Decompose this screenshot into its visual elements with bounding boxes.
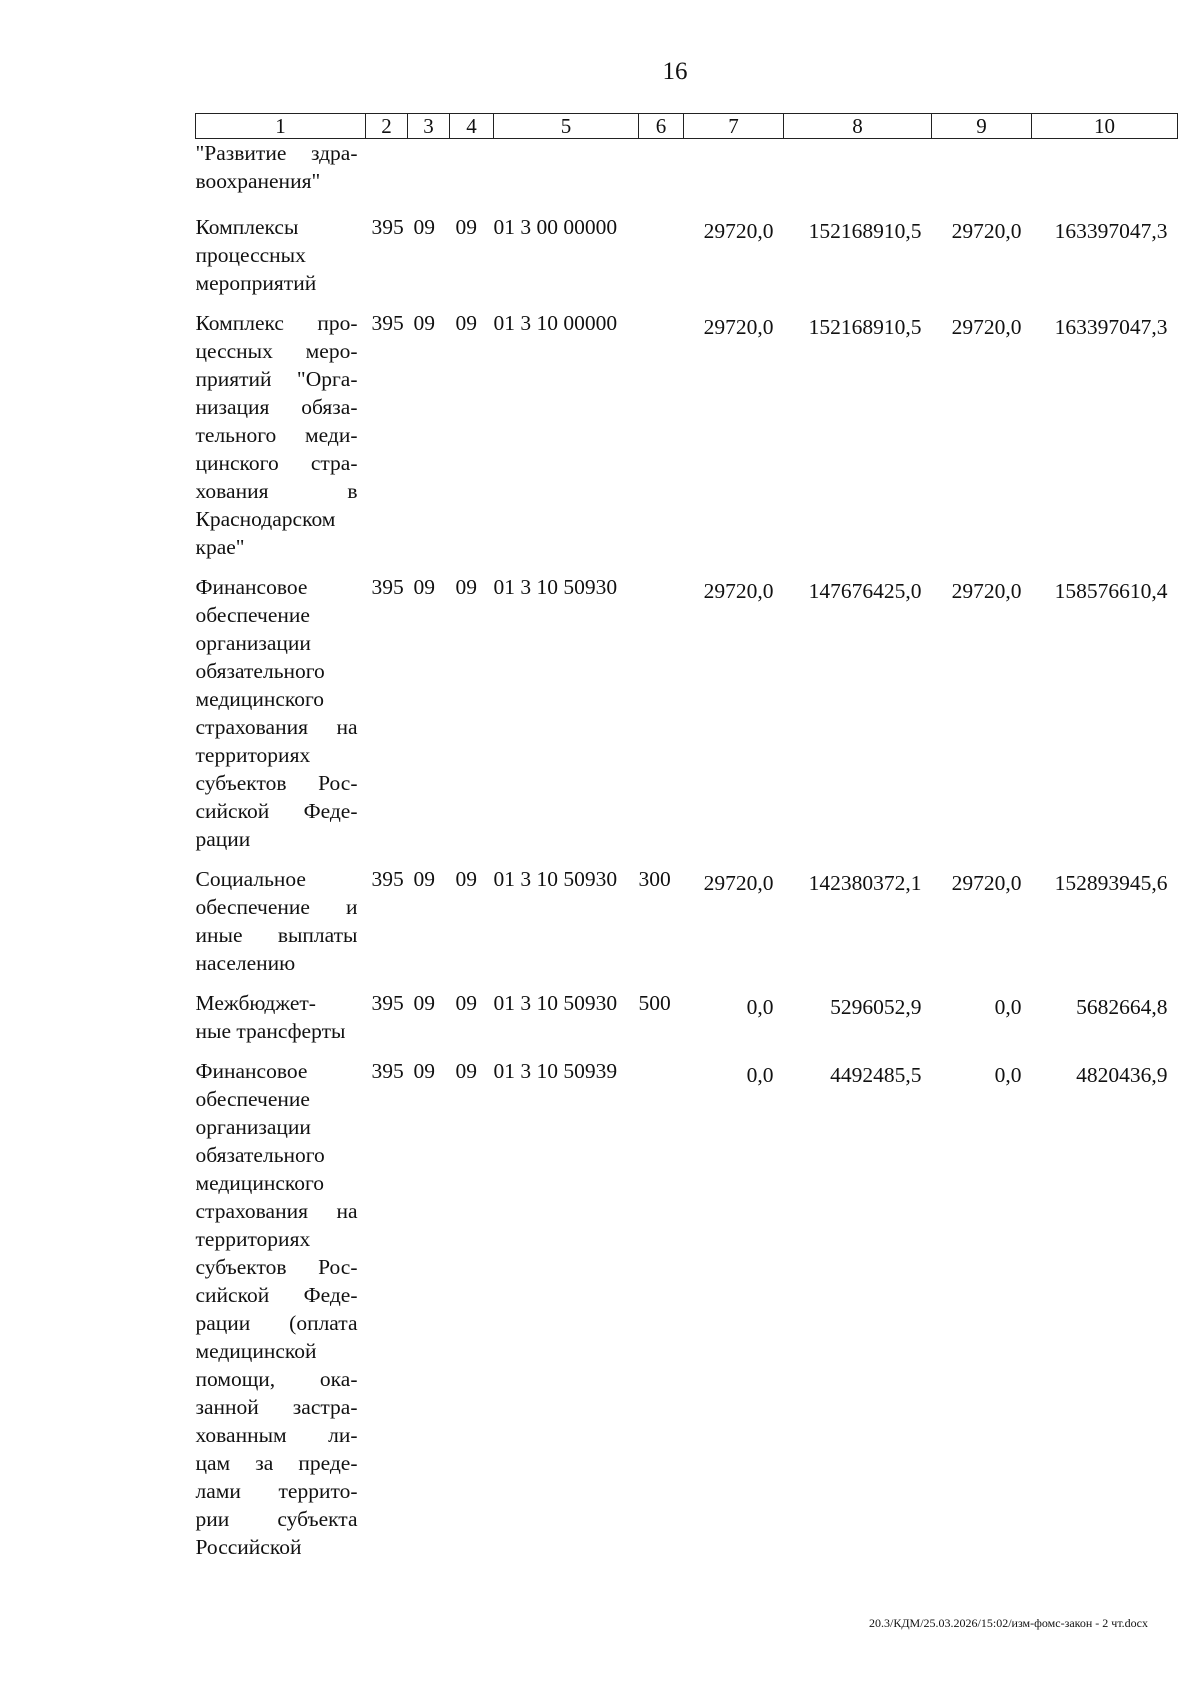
cell-amount: 152168910,5 xyxy=(808,315,922,339)
table-row xyxy=(196,989,1178,1057)
cell-amount: 158576610,4 xyxy=(1054,579,1168,603)
column-header: 8 xyxy=(784,114,932,139)
budget-table xyxy=(195,113,1178,1573)
cell-code-section: 09 xyxy=(413,215,435,239)
cell-amount xyxy=(784,139,932,214)
cell-name xyxy=(196,573,366,865)
cell-code-subsection: 09 xyxy=(455,1059,477,1083)
table-body xyxy=(196,139,1178,1574)
cell-code-subsection xyxy=(450,139,494,214)
cell-code-target: 01 3 10 50930 xyxy=(493,575,618,599)
cell-code-admin: 395 xyxy=(371,991,404,1015)
cell-name xyxy=(196,989,366,1057)
name-line: рации (оплата xyxy=(195,1311,358,1335)
name-line: приятий "Орга- xyxy=(195,367,358,391)
table-header-row xyxy=(196,114,1178,139)
name-line: медицинского xyxy=(195,687,325,711)
name-line: хованным ли- xyxy=(195,1423,358,1447)
name-line: территориях xyxy=(195,743,311,767)
name-line: цинского стра- xyxy=(195,451,358,475)
page-number: 16 xyxy=(662,58,688,85)
name-line: рии субъекта xyxy=(195,1507,358,1531)
cell-amount: 152168910,5 xyxy=(808,219,922,243)
name-line: Российской xyxy=(195,1535,302,1559)
cell-code-admin: 395 xyxy=(371,867,404,891)
cell-amount: 29720,0 xyxy=(703,871,774,895)
cell-code-admin: 395 xyxy=(371,311,404,335)
name-line: страхования на xyxy=(195,1199,358,1223)
cell-amount: 29720,0 xyxy=(951,871,1022,895)
document-footer: 20.3/КДМ/25.03.2026/15:02/изм-фомс-закон - 2 чт.docx xyxy=(869,1616,1148,1630)
name-line: обеспечение xyxy=(195,1087,310,1111)
name-line: цам за преде- xyxy=(195,1451,358,1475)
cell-amount: 5682664,8 xyxy=(1076,995,1168,1019)
name-line: "Развитие здра- xyxy=(195,141,358,165)
cell-name xyxy=(196,309,366,573)
cell-code-section: 09 xyxy=(413,575,435,599)
cell-name xyxy=(196,1057,366,1573)
name-line: иные выплаты xyxy=(195,923,358,947)
name-line: сийской Феде- xyxy=(195,799,358,823)
name-line: Межбюджет- xyxy=(195,991,316,1015)
column-header: 10 xyxy=(1032,114,1178,139)
column-header: 4 xyxy=(450,114,494,139)
cell-amount: 0,0 xyxy=(994,1063,1022,1087)
column-header: 5 xyxy=(494,114,639,139)
cell-code-subsection: 09 xyxy=(455,575,477,599)
cell-name xyxy=(196,865,366,989)
name-line: Финансовое xyxy=(195,1059,308,1083)
column-header: 9 xyxy=(932,114,1032,139)
name-line: цессных меро- xyxy=(195,339,358,363)
cell-code-admin xyxy=(366,139,408,214)
cell-code-expense xyxy=(639,573,684,865)
cell-name xyxy=(196,213,366,309)
name-line: медицинского xyxy=(195,1171,325,1195)
cell-code-section: 09 xyxy=(413,311,435,335)
cell-code-target: 01 3 00 00000 xyxy=(493,215,618,239)
cell-amount: 4492485,5 xyxy=(830,1063,922,1087)
name-line: страхования на xyxy=(195,715,358,739)
name-line: Краснодарском xyxy=(195,507,336,531)
name-line: ные трансферты xyxy=(195,1019,346,1043)
name-line: субъектов Рос- xyxy=(195,1255,358,1279)
table-row xyxy=(196,865,1178,989)
cell-amount: 4820436,9 xyxy=(1076,1063,1168,1087)
cell-code-section: 09 xyxy=(413,991,435,1015)
cell-amount: 29720,0 xyxy=(951,579,1022,603)
name-line: обеспечение xyxy=(195,603,310,627)
cell-code-expense xyxy=(639,309,684,573)
name-line: хования в xyxy=(195,479,358,503)
table-row xyxy=(196,309,1178,573)
cell-amount xyxy=(1032,139,1178,214)
table-row xyxy=(196,573,1178,865)
name-line: тельного меди- xyxy=(195,423,358,447)
name-line: населению xyxy=(195,951,296,975)
cell-code-admin: 395 xyxy=(371,1059,404,1083)
name-line: рации xyxy=(195,827,251,851)
cell-code-expense: 500 xyxy=(638,991,671,1015)
table-row xyxy=(196,139,1178,214)
cell-amount: 29720,0 xyxy=(951,219,1022,243)
cell-code-expense: 300 xyxy=(638,867,671,891)
cell-amount xyxy=(932,139,1032,214)
cell-code-expense xyxy=(639,213,684,309)
name-line: Комплекс про- xyxy=(195,311,358,335)
table-row xyxy=(196,213,1178,309)
name-line: воохранения" xyxy=(195,169,321,193)
name-line: Финансовое xyxy=(195,575,308,599)
cell-amount: 152893945,6 xyxy=(1054,871,1168,895)
name-line: процессных xyxy=(195,243,306,267)
name-line: мероприятий xyxy=(195,271,317,295)
name-line: крае" xyxy=(195,535,245,559)
name-line: помощи, ока- xyxy=(195,1367,358,1391)
cell-amount: 0,0 xyxy=(746,995,774,1019)
cell-amount: 5296052,9 xyxy=(830,995,922,1019)
cell-amount: 147676425,0 xyxy=(808,579,922,603)
name-line: организации xyxy=(195,1115,311,1139)
name-line: субъектов Рос- xyxy=(195,771,358,795)
cell-amount: 163397047,3 xyxy=(1054,315,1168,339)
cell-amount: 163397047,3 xyxy=(1054,219,1168,243)
cell-amount: 29720,0 xyxy=(951,315,1022,339)
cell-amount: 0,0 xyxy=(994,995,1022,1019)
name-line: обязательного xyxy=(195,659,325,683)
cell-amount: 29720,0 xyxy=(703,219,774,243)
column-header: 7 xyxy=(684,114,784,139)
name-line: занной застра- xyxy=(195,1395,358,1419)
cell-code-expense xyxy=(639,1057,684,1573)
cell-code-expense xyxy=(639,139,684,214)
name-line: медицинской xyxy=(195,1339,317,1363)
cell-code-subsection: 09 xyxy=(455,867,477,891)
cell-code-target: 01 3 10 50930 xyxy=(493,991,618,1015)
column-header: 1 xyxy=(196,114,366,139)
cell-code-target: 01 3 10 00000 xyxy=(493,311,618,335)
cell-code-target: 01 3 10 50930 xyxy=(493,867,618,891)
name-line: лами террито- xyxy=(195,1479,358,1503)
name-line: Комплексы xyxy=(195,215,299,239)
name-line: низация обяза- xyxy=(195,395,358,419)
cell-code-admin: 395 xyxy=(371,215,404,239)
cell-code-subsection: 09 xyxy=(455,215,477,239)
name-line: территориях xyxy=(195,1227,311,1251)
cell-code-subsection: 09 xyxy=(455,311,477,335)
cell-code-subsection: 09 xyxy=(455,991,477,1015)
table-row xyxy=(196,1057,1178,1573)
name-line: обеспечение и xyxy=(195,895,358,919)
cell-amount: 142380372,1 xyxy=(808,871,922,895)
cell-code-section: 09 xyxy=(413,867,435,891)
cell-code-admin: 395 xyxy=(371,575,404,599)
cell-amount: 29720,0 xyxy=(703,315,774,339)
cell-code-target xyxy=(494,139,639,214)
name-line: Социальное xyxy=(195,867,306,891)
cell-amount: 0,0 xyxy=(746,1063,774,1087)
cell-name xyxy=(196,139,366,214)
column-header: 3 xyxy=(408,114,450,139)
cell-code-target: 01 3 10 50939 xyxy=(493,1059,618,1083)
cell-code-section xyxy=(408,139,450,214)
column-header: 2 xyxy=(366,114,408,139)
name-line: обязательного xyxy=(195,1143,325,1167)
column-header: 6 xyxy=(639,114,684,139)
cell-amount xyxy=(684,139,784,214)
name-line: сийской Феде- xyxy=(195,1283,358,1307)
cell-code-section: 09 xyxy=(413,1059,435,1083)
cell-amount: 29720,0 xyxy=(703,579,774,603)
name-line: организации xyxy=(195,631,311,655)
